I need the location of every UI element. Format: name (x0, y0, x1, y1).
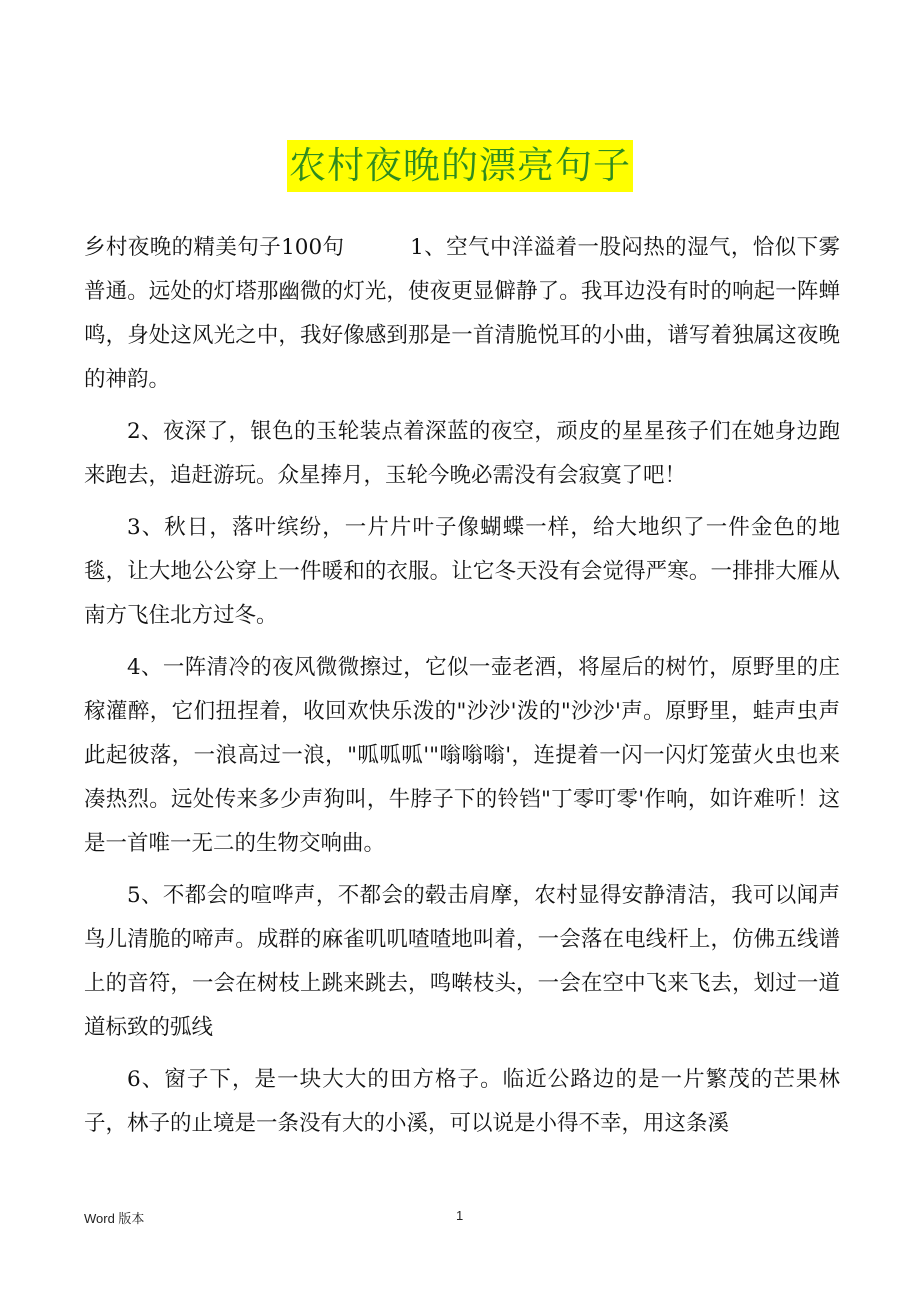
paragraph-5: 5、不都会的喧哗声，不都会的毂击肩摩，农村显得安静清洁，我可以闻声鸟儿清脆的啼声。成群的麻雀叽叽喳喳地叫着，一会落在电线杆上，仿佛五线谱上的音符，一会在树枝上跳来跳去，鸣啭枝头，一会在空中飞来飞去，划过一道道标致的弧线 (84, 883, 840, 1040)
paragraph-4: 4、一阵清冷的夜风微微擦过，它似一壶老酒，将屋后的树竹，原野里的庄稼灌醉，它们扭捏着，收回欢快乐泼的"沙沙'泼的"沙沙'声。原野里，蛙声虫声此起彼落，一浪高过一浪，"呱呱呱'"嗡嗡嗡'，连提着一闪一闪灯笼萤火虫也来凑热烈。远处传来多少声狗叫，牛脖子下的铃铛"丁零叮零'作响，如许难听！这是一首唯一无二的生物交响曲。 (84, 655, 840, 856)
paragraph-2: 2、夜深了，银色的玉轮装点着深蓝的夜空，顽皮的星星孩子们在她身边跑来跑去，追赶游玩。众星捧月，玉轮今晚必需没有会寂寞了吧！ (84, 419, 840, 488)
document-body (84, 226, 840, 1146)
paragraph-3: 3、秋日，落叶缤纷，一片片叶子像蝴蝶一样，给大地织了一件金色的地毯，让大地公公穿上一件暖和的衣服。让它冬天没有会觉得严寒。一排排大雁从南方飞住北方过冬。 (84, 515, 840, 628)
page-number: 1 (456, 1208, 464, 1223)
title-container (0, 140, 920, 192)
paragraph-6: 6、窗子下，是一块大大的田方格子。临近公路边的是一片繁茂的芒果林子，林子的止境是一条没有大的小溪，可以说是小得不幸，用这条溪 (84, 1067, 840, 1136)
paragraph-1: 乡村夜晚的精美句子100句 1、空气中洋溢着一股闷热的湿气，恰似下雾普通。远处的灯塔那幽微的灯光，使夜更显僻静了。我耳边没有时的响起一阵蝉鸣，身处这风光之中，我好像感到那是一首清脆悦耳的小曲，谱写着独属这夜晚的神韵。 (84, 235, 840, 392)
footer-label: Word 版本 (84, 1211, 145, 1226)
document-title: 农村夜晚的漂亮句子 (287, 140, 633, 192)
